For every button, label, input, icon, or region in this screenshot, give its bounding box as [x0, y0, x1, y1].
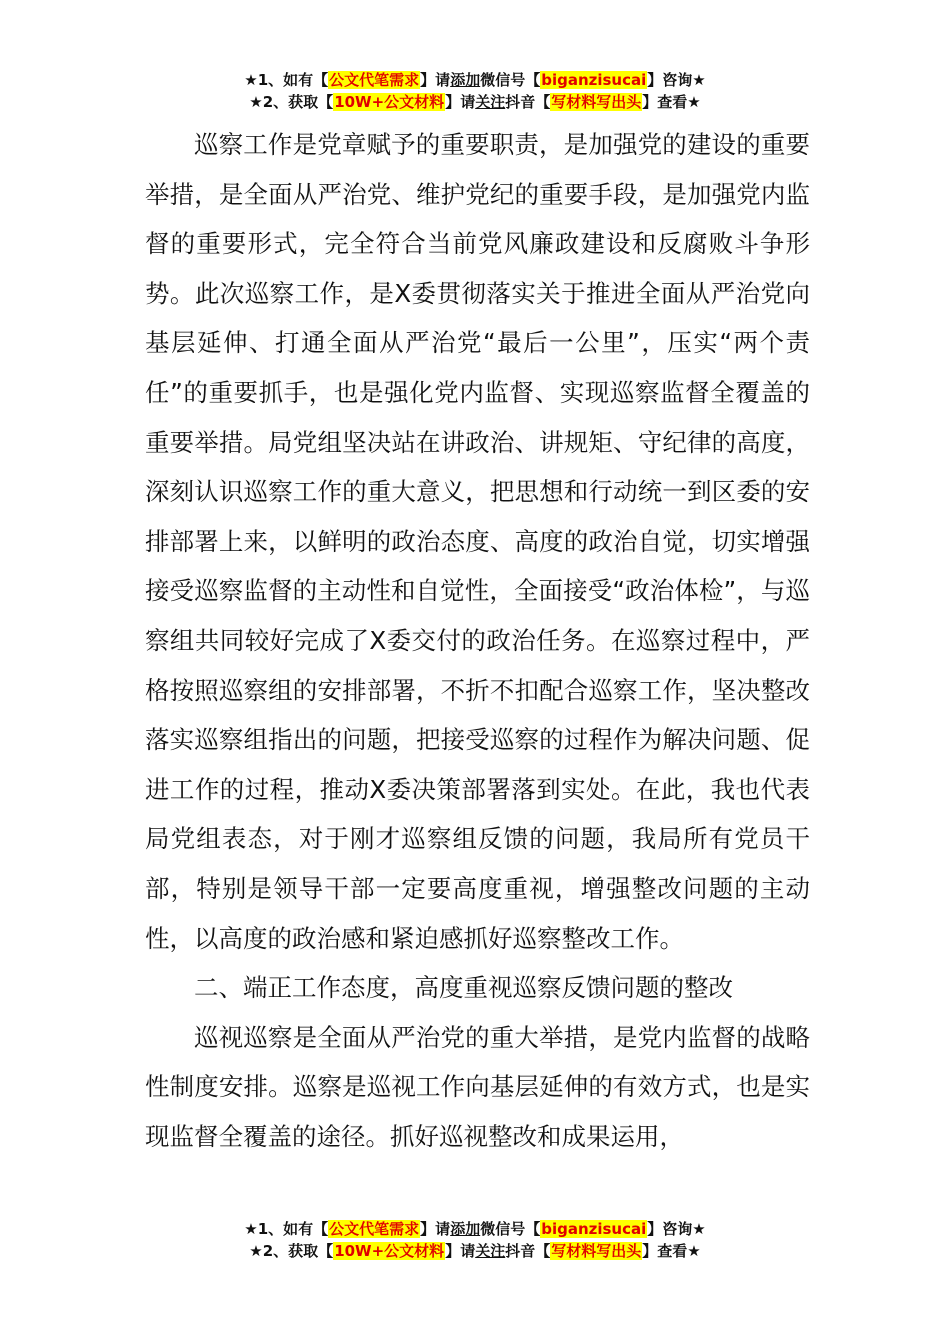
header-highlight-ghost-writing: 公文代笔需求	[329, 71, 420, 89]
section-heading-2: 二、端正工作态度，高度重视巡察反馈问题的整改	[194, 973, 733, 1003]
document-body	[145, 120, 810, 1161]
header-banner-line1: ★1、如有【公文代笔需求】请添加微信号【biganzisucai】咨询★	[244, 71, 706, 89]
body-paragraph-2: 巡视巡察是全面从严治党的重大举措，是党内监督的战略性制度安排。巡察是巡视工作向基层延伸的有效方式，也是实现监督全覆盖的途径。抓好巡视整改和成果运用，	[145, 1022, 810, 1151]
header-highlight-wechat-id: biganzisucai	[541, 71, 647, 89]
body-paragraph-1: 巡察工作是党章赋予的重要职责，是加强党的建设的重要举措，是全面从严治党、维护党纪的重要手段，是加强党内监督的重要形式，完全符合当前党风廉政建设和反腐败斗争形势。此次巡察工作，是X委贯彻落实关于推进全面从严治党向基层延伸、打通全面从严治党“最后一公里”，压实“两个责任”的重要抓手，也是强化党内监督、实现巡察监督全覆盖的重要举措。局党组坚决站在讲政治、讲规矩、守纪律的高度，深刻认识巡察工作的重大意义，把思想和行动统一到区委的安排部署上来，以鲜明的政治态度、高度的政治自觉，切实增强接受巡察监督的主动性和自觉性，全面接受“政治体检”，与巡察组共同较好完成了X委交付的政治任务。在巡察过程中，严格按照巡察组的安排部署，不折不扣配合巡察工作，坚决整改落实巡察组指出的问题，把接受巡察的过程作为解决问题、促进工作的过程，推动X委决策部署落到实处。在此，我也代表局党组表态，对于刚才巡察组反馈的问题，我局所有党员干部，特别是领导干部一定要高度重视，增强整改问题的主动性，以高度的政治感和紧迫感抓好巡察整改工作。	[145, 130, 810, 953]
header-banner-line2: ★2、获取【10W+公文材料】请关注抖音【写材料写出头】查看★	[249, 93, 701, 111]
footer-highlight-ghost-writing: 公文代笔需求	[329, 1220, 420, 1238]
header-highlight-douyin-account: 写材料写出头	[551, 93, 642, 111]
footer-highlight-materials: 10W+公文材料	[334, 1242, 445, 1260]
footer-highlight-wechat-id: biganzisucai	[541, 1220, 647, 1238]
header-highlight-materials: 10W+公文材料	[334, 93, 445, 111]
footer-banner-line1: ★1、如有【公文代笔需求】请添加微信号【biganzisucai】咨询★	[244, 1220, 706, 1238]
footer-banner-line2: ★2、获取【10W+公文材料】请关注抖音【写材料写出头】查看★	[249, 1242, 701, 1260]
footer-banner	[0, 1218, 950, 1262]
header-banner	[0, 69, 950, 113]
footer-highlight-douyin-account: 写材料写出头	[551, 1242, 642, 1260]
